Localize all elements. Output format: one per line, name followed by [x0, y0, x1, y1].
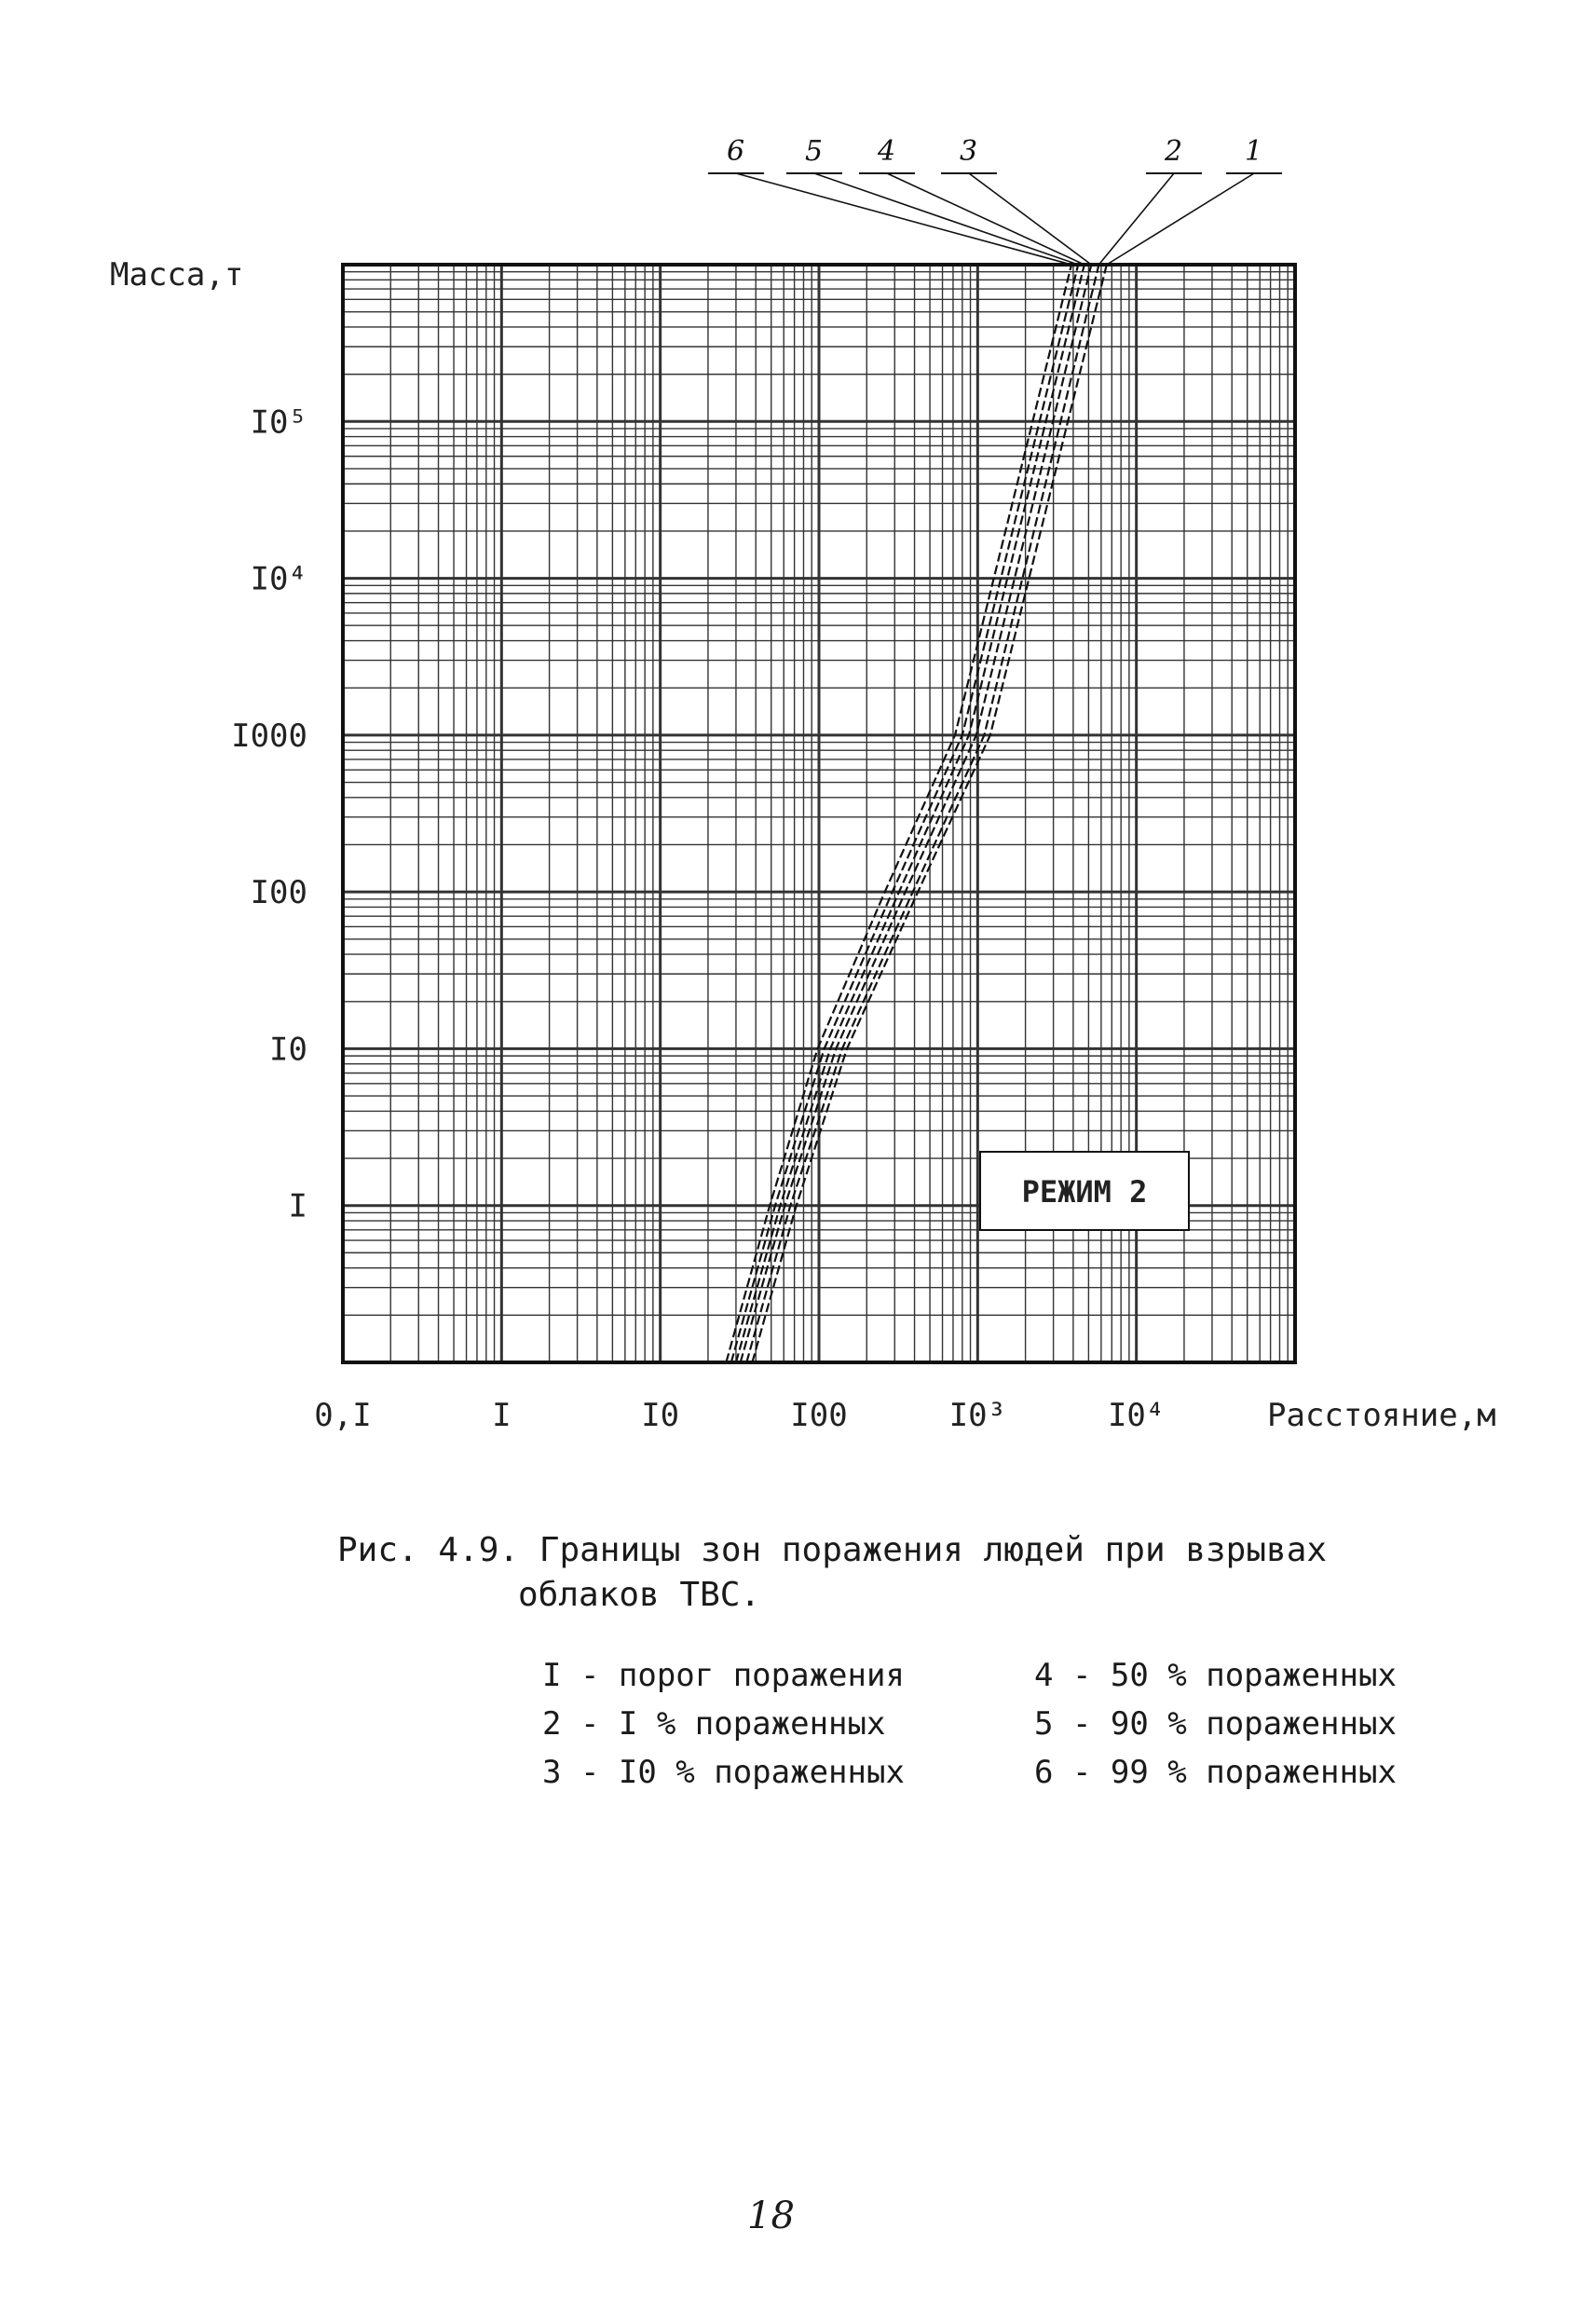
- caption-line1: Границы зон поражения людей при взрывах: [539, 1531, 1328, 1569]
- leader-line: [814, 173, 1078, 265]
- legend-item: I - порог поражения: [542, 1657, 905, 1694]
- legend-item: 4 - 50 % пораженных: [1034, 1657, 1397, 1694]
- curve-label: 3: [960, 135, 978, 168]
- leader-line: [887, 173, 1084, 265]
- caption-line2: облаков ТВС.: [518, 1576, 761, 1614]
- legend-item: 6 - 99 % пораженных: [1034, 1754, 1397, 1791]
- y-tick-label: I0: [269, 1031, 307, 1069]
- legend-row: [542, 1700, 1526, 1748]
- y-tick-labels: [231, 403, 307, 1224]
- x-tick-label: I0³: [948, 1397, 1007, 1434]
- y-tick-label: I000: [231, 717, 307, 755]
- curve-label: 6: [727, 135, 745, 168]
- leader-line: [1107, 173, 1254, 265]
- leader-line: [736, 173, 1071, 265]
- legend-item: 2 - I % пораженных: [542, 1705, 886, 1743]
- curve-label: 5: [805, 135, 824, 168]
- legend-item: 3 - I0 % пораженных: [542, 1754, 905, 1791]
- x-tick-label: 0,I: [314, 1397, 372, 1434]
- x-tick-label: I0⁴: [1107, 1397, 1166, 1434]
- curve-leader-lines: [708, 135, 1282, 265]
- x-tick-label: I: [492, 1397, 512, 1434]
- x-tick-label: I00: [790, 1397, 848, 1434]
- curve-label: 2: [1165, 135, 1183, 168]
- curve-label: 1: [1245, 135, 1263, 168]
- mode-box-label: РЕЖИМ 2: [1021, 1174, 1148, 1210]
- leader-line: [1098, 173, 1174, 265]
- caption-prefix: Рис. 4.9.: [337, 1531, 520, 1569]
- legend: [542, 1651, 1526, 1797]
- legend-row: [542, 1748, 1526, 1797]
- y-tick-label: I0⁵: [250, 403, 307, 442]
- page-number: 18: [747, 2195, 795, 2237]
- x-axis-title: Расстояние,м: [1267, 1397, 1496, 1434]
- mode-box: [980, 1152, 1189, 1230]
- curve-label: 4: [878, 135, 896, 168]
- y-tick-label: I00: [250, 874, 307, 912]
- figure-caption: [337, 1528, 1327, 1618]
- legend-item: 5 - 90 % пораженных: [1034, 1705, 1397, 1743]
- x-tick-label: I0: [641, 1397, 680, 1434]
- legend-row: [542, 1651, 1526, 1700]
- y-axis-title: Масса,т: [110, 256, 244, 294]
- y-tick-label: I0⁴: [250, 560, 307, 598]
- y-tick-label: I: [288, 1187, 307, 1225]
- x-tick-labels: [314, 1397, 1165, 1434]
